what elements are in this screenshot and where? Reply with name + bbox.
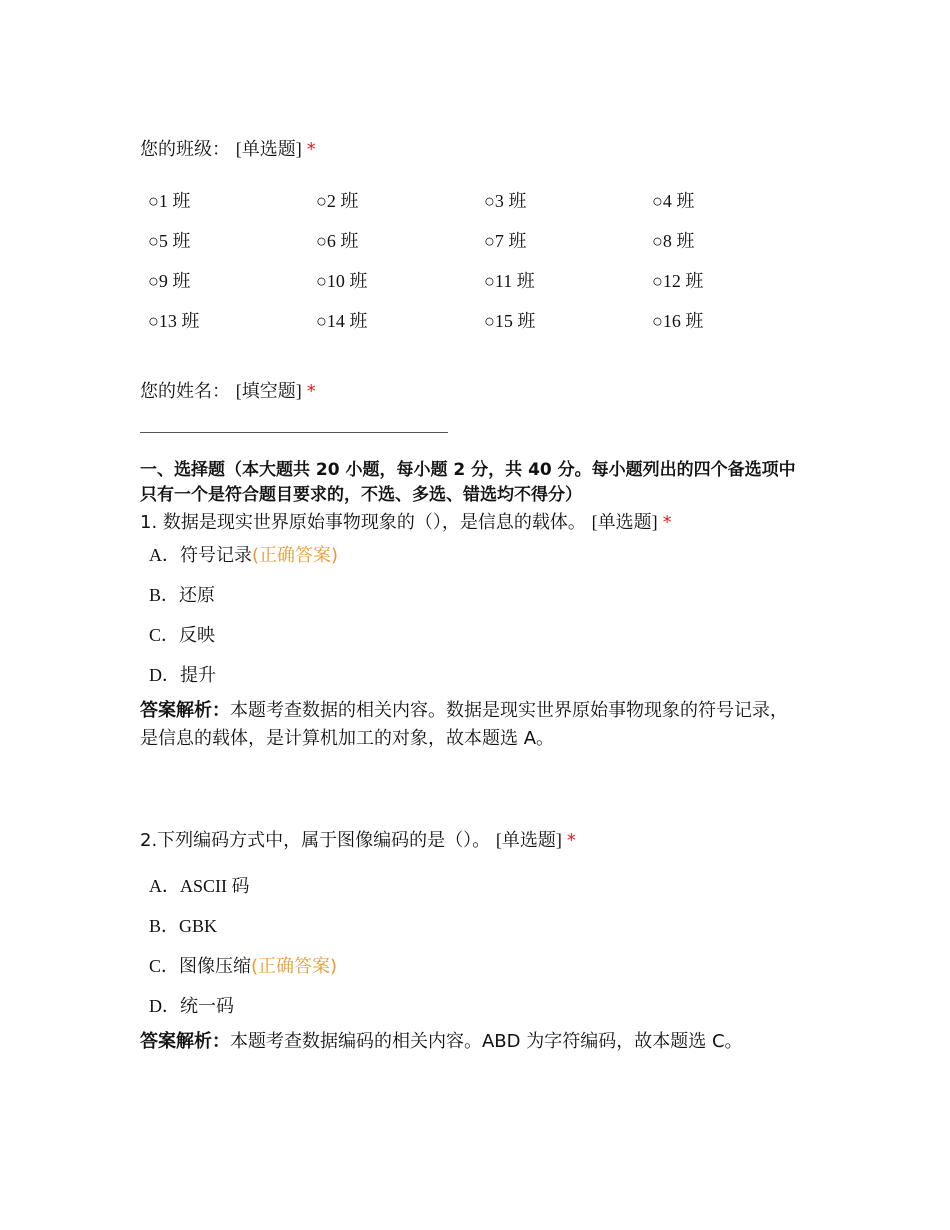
question-2-option-c[interactable]: C．图像压缩(正确答案) — [149, 956, 338, 977]
question-2-option-b[interactable]: B．GBK — [149, 916, 218, 936]
question-1-title — [140, 508, 672, 534]
class-option-3[interactable]: ○3 班 — [484, 191, 527, 211]
name-blank-input[interactable] — [140, 432, 448, 433]
required-mark: * — [566, 830, 576, 851]
required-mark: * — [306, 381, 316, 402]
question-2-analysis: 答案解析：本题考查数据编码的相关内容。ABD 为字符编码，故本题选 C。 — [140, 1031, 743, 1052]
class-option-16[interactable]: ○16 班 — [652, 311, 704, 331]
name-question-label: 您的姓名： — [140, 381, 230, 402]
class-options-row — [148, 180, 828, 220]
class-option-7[interactable]: ○7 班 — [484, 231, 527, 251]
required-mark: * — [306, 139, 316, 160]
question-type-tag: [单选题] — [591, 512, 658, 532]
question-type-tag: [单选题] — [495, 830, 562, 850]
question-1-option-a[interactable]: A．符号记录(正确答案) — [149, 545, 339, 566]
class-question-label: 您的班级： — [140, 139, 230, 160]
class-option-2[interactable]: ○2 班 — [316, 191, 359, 211]
question-2-option-d[interactable]: D．统一码 — [149, 996, 234, 1017]
correct-answer-label: (正确答案) — [251, 956, 338, 977]
class-option-5[interactable]: ○5 班 — [148, 231, 191, 251]
question-1-analysis: 答案解析：本题考查数据的相关内容。数据是现实世界原始事物现象的符号记录， 是信息的载体，是计算机加工的对象，故本题选 A。 — [140, 700, 788, 749]
section-header — [140, 458, 820, 508]
class-option-8[interactable]: ○8 班 — [652, 231, 695, 251]
question-2-text: 2.下列编码方式中，属于图像编码的是（）。 — [140, 830, 491, 851]
question-2-title — [140, 826, 576, 852]
question-1-option-b[interactable]: B．还原 — [149, 585, 216, 606]
class-option-11[interactable]: ○11 班 — [484, 271, 535, 291]
correct-answer-label: (正确答案) — [252, 545, 339, 566]
section-header-line1: 一、选择题（本大题共 20 小题，每小题 2 分，共 40 分。每小题列出的四个备选项中 — [140, 460, 796, 480]
section-header-line2: 只有一个是符合题目要求的，不选、多选、错选均不得分） — [140, 485, 582, 505]
class-option-6[interactable]: ○6 班 — [316, 231, 359, 251]
class-option-1[interactable]: ○1 班 — [148, 191, 191, 211]
class-options-row — [148, 260, 828, 300]
class-option-15[interactable]: ○15 班 — [484, 311, 536, 331]
class-option-12[interactable]: ○12 班 — [652, 271, 704, 291]
class-option-14[interactable]: ○14 班 — [316, 311, 368, 331]
class-options-row — [148, 300, 828, 340]
class-option-10[interactable]: ○10 班 — [316, 271, 368, 291]
question-type-tag: [填空题] — [235, 381, 302, 401]
question-1-text: 1. 数据是现实世界原始事物现象的（），是信息的载体。 — [140, 512, 586, 533]
class-question-title — [140, 135, 316, 161]
name-question-title — [140, 377, 316, 403]
analysis-label: 答案解析： — [140, 1031, 230, 1052]
class-option-13[interactable]: ○13 班 — [148, 311, 200, 331]
question-1-option-c[interactable]: C．反映 — [149, 625, 216, 646]
analysis-label: 答案解析： — [140, 700, 230, 721]
class-option-4[interactable]: ○4 班 — [652, 191, 695, 211]
question-2-option-a[interactable]: A．ASCII 码 — [149, 876, 250, 896]
class-options-row — [148, 220, 828, 260]
class-option-9[interactable]: ○9 班 — [148, 271, 191, 291]
question-type-tag: [单选题] — [235, 139, 302, 159]
class-options — [148, 180, 828, 340]
required-mark: * — [662, 512, 672, 533]
question-1-option-d[interactable]: D．提升 — [149, 665, 216, 686]
